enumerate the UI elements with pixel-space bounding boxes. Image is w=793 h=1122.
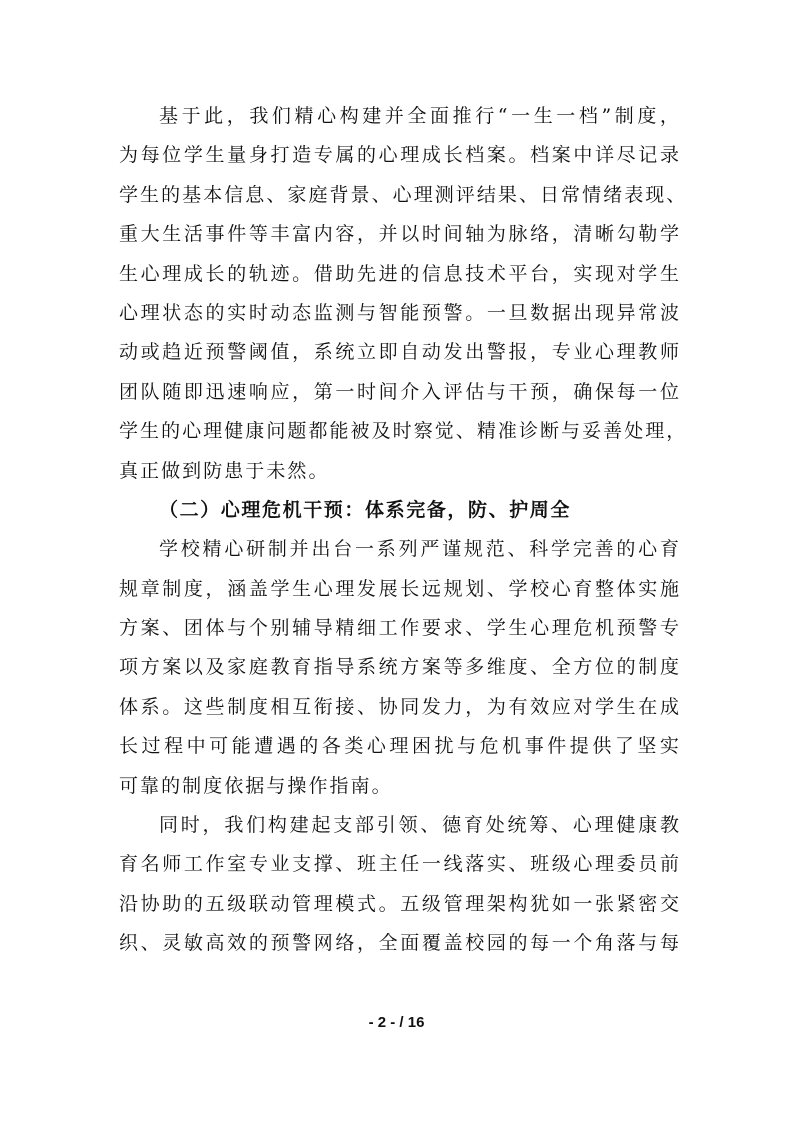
paragraph-line: 学校精心研制并出台一系列严谨规范、科学完善的心育	[159, 538, 681, 561]
paragraph-line: 真正做到防患于未然。	[119, 459, 330, 482]
paragraph-line: 学生的心理健康问题都能被及时察觉、精准诊断与妥善处理，	[119, 420, 688, 443]
paragraph-line: 长过程中可能遭遇的各类心理困扰与危机事件提供了坚实	[119, 735, 681, 758]
page-number: - 2 - / 16	[368, 1014, 425, 1031]
paragraph-line: 方案、团体与个别辅导精细工作要求、学生心理危机预警专	[119, 617, 681, 640]
paragraph-line: 育名师工作室专业支撑、班主任一线落实、班级心理委员前	[119, 853, 681, 876]
paragraph-line: 心理状态的实时动态监测与智能预警。一旦数据出现异常波	[119, 301, 681, 324]
paragraph-line: 动或趋近预警阈值，系统立即自动发出警报，专业心理教师	[119, 341, 681, 364]
paragraph-line: 团队随即迅速响应，第一时间介入评估与干预，确保每一位	[119, 380, 681, 403]
paragraph-line: 学生的基本信息、家庭背景、心理测评结果、日常情绪表现、	[119, 183, 688, 206]
paragraph-line: 基于此，我们精心构建并全面推行“一生一档”制度，	[159, 105, 681, 127]
paragraph-line: 项方案以及家庭教育指导系统方案等多维度、全方位的制度	[119, 656, 681, 679]
paragraph-line: 织、灵敏高效的预警网络，全面覆盖校园的每一个角落与每	[119, 932, 681, 955]
paragraph-line: 沿协助的五级联动管理模式。五级管理架构犹如一张紧密交	[119, 892, 681, 915]
document-body	[119, 97, 688, 964]
paragraph-five-level-management	[119, 806, 681, 964]
paragraph-line: 同时，我们构建起支部引领、德育处统筹、心理健康教	[159, 814, 681, 837]
paragraph-regulations	[119, 530, 681, 806]
paragraph-line: 规章制度，涵盖学生心理发展长远规划、学校心育整体实施	[119, 577, 681, 600]
paragraph-one-child-one-file	[119, 97, 688, 491]
paragraph-line: 重大生活事件等丰富内容，并以时间轴为脉络，清晰勾勒学	[119, 223, 681, 246]
paragraph-line: 可靠的制度依据与操作指南。	[119, 774, 393, 797]
paragraph-line: 生心理成长的轨迹。借助先进的信息技术平台，实现对学生	[119, 262, 681, 285]
paragraph-line: 为每位学生量身打造专属的心理成长档案。档案中详尽记录	[119, 144, 681, 167]
section-heading: （二）心理危机干预：体系完备，防、护周全	[159, 498, 572, 521]
paragraph-line: 体系。这些制度相互衔接、协同发力，为有效应对学生在成	[119, 695, 681, 718]
